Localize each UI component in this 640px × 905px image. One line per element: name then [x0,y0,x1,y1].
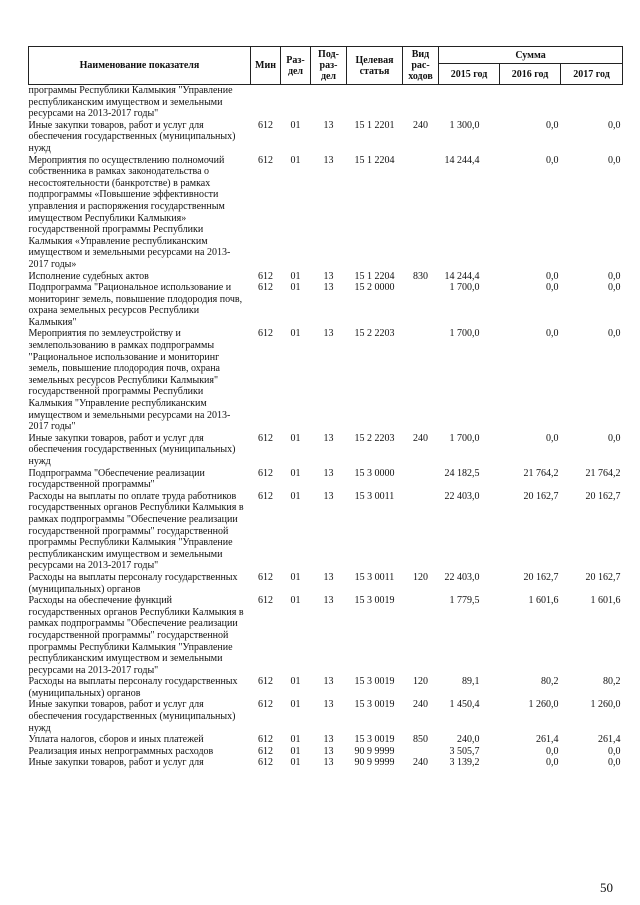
row-2015: 1 700,0 [449,432,480,444]
table-row [29,746,623,758]
row-vid [403,155,439,271]
row-2015: 24 182,5 [444,467,480,479]
row-2017: 0,0 [608,328,621,340]
row-vid [403,85,439,120]
row-vid: 240 [413,699,428,711]
table-row [29,468,623,491]
row-name: Подпрограмма "Рациональное использование и мониторинг земель, повышение плодородия почв, охрана земельных ресурсов Республики Калмыкия" [28,282,243,328]
table-row [29,676,623,699]
row-2016: 0,0 [546,745,559,757]
table-row [29,595,623,676]
row-vid [403,746,439,758]
row-target: 90 9 9999 [354,757,395,769]
row-podrazdel: 13 [323,734,334,746]
row-podrazdel: 13 [323,595,334,607]
row-2016: 0,0 [546,757,559,769]
row-vid [403,468,439,491]
row-2015 [439,85,500,120]
row-2017: 20 162,7 [585,490,621,502]
row-2016: 80,2 [541,676,559,688]
row-2017: 0,0 [608,270,621,282]
row-razdel: 01 [290,745,301,757]
row-razdel: 01 [290,490,301,502]
row-podrazdel: 13 [323,699,334,711]
col-2016-header: 2016 год [500,64,561,85]
row-2017: 0,0 [608,119,621,131]
col-target-header: Целевая статья [347,47,403,85]
row-2015: 89,1 [462,676,480,688]
row-2016: 1 260,0 [528,699,559,711]
row-target: 15 3 0000 [354,467,395,479]
table-row [29,757,623,769]
row-2015: 1 779,5 [449,595,480,607]
row-2017: 0,0 [608,154,621,166]
table-row [29,433,623,468]
row-name: Расходы на выплаты по оплате труда работников государственных органов Республики Калмыкия в рамках подпрограммы "Обеспечение реализации государственной программы" государственной программы Республики Калмыкия "Управление республиканским имуществом и земельными ресурсами на 2013-2017 годы" [28,490,244,572]
row-target [347,85,403,120]
row-2017: 80,2 [603,676,621,688]
row-2016: 261,4 [536,734,559,746]
row-min: 612 [258,745,273,757]
row-vid [403,282,439,328]
row-2015: 1 300,0 [449,119,480,131]
row-vid: 240 [413,119,428,131]
row-razdel: 01 [290,154,301,166]
row-podrazdel: 13 [323,432,334,444]
col-min-header: Мин [251,47,281,85]
table-row [29,699,623,734]
row-razdel: 01 [290,328,301,340]
row-target: 15 1 2204 [354,154,395,166]
row-name: Подпрограмма "Обеспечение реализации государственной программы" [28,467,205,491]
row-name: Мероприятия по осуществлению полномочий собственника в рамках законодательства о несостоятельности (банкротстве) в рамках подпрограммы «Повышение эффективности управления и распоряжения государственным имуществом Республики Калмыкия» государственной программы Республики Калмыкия «Управление республиканским имуществом и земельными ресурсами на 2013-2017 годы» [28,154,231,270]
row-vid [403,595,439,676]
row-2016: 0,0 [546,270,559,282]
table-row [29,328,623,432]
row-2017: 0,0 [608,282,621,294]
table-header [29,47,623,85]
row-min: 612 [258,595,273,607]
row-podrazdel: 13 [323,282,334,294]
row-2016: 0,0 [546,432,559,444]
row-2017: 1 260,0 [590,699,621,711]
row-razdel: 01 [290,119,301,131]
col-vid-header: Вид рас- ходов [403,47,439,85]
row-2015: 240,0 [457,734,480,746]
row-2016: 1 601,6 [528,595,559,607]
row-2016: 20 162,7 [523,490,559,502]
row-razdel: 01 [290,467,301,479]
row-podrazdel: 13 [323,490,334,502]
row-name: Иные закупки товаров, работ и услуг для обеспечения государственных (муниципальных) нужд [28,432,236,467]
row-2017: 20 162,7 [585,571,621,583]
row-vid: 850 [413,734,428,746]
row-2015: 22 403,0 [444,490,480,502]
row-vid: 120 [413,676,428,688]
row-2016 [500,85,561,120]
row-target: 15 1 2201 [354,119,395,131]
row-podrazdel: 13 [323,154,334,166]
row-min: 612 [258,270,273,282]
row-razdel: 01 [290,432,301,444]
row-2016: 21 764,2 [523,467,559,479]
row-razdel: 01 [290,676,301,688]
row-min: 612 [258,432,273,444]
row-target: 15 3 0019 [354,595,395,607]
row-2017: 0,0 [608,432,621,444]
row-name: программы Республики Калмыкия "Управление республиканским имуществом и земельными ресурсами на 2013-2017 годы" [28,85,233,120]
row-2017: 21 764,2 [585,467,621,479]
row-2015: 22 403,0 [444,571,480,583]
table-row [29,85,623,120]
row-min: 612 [258,699,273,711]
row-2016: 0,0 [546,154,559,166]
row-min: 612 [258,490,273,502]
budget-page [28,46,622,769]
col-podrazdel-header: Под- раз- дел [311,47,347,85]
row-podrazdel: 13 [323,676,334,688]
table-body [29,85,623,770]
row-name: Иные закупки товаров, работ и услуг для [28,757,204,769]
row-name: Иные закупки товаров, работ и услуг для обеспечения государственных (муниципальных) нужд [28,699,236,734]
row-vid: 240 [413,432,428,444]
table-row [29,734,623,746]
row-target: 15 3 0019 [354,676,395,688]
row-min: 612 [258,467,273,479]
row-razdel: 01 [290,571,301,583]
row-vid: 120 [413,571,428,583]
row-target: 15 3 0011 [354,571,395,583]
row-min: 612 [258,757,273,769]
row-min: 612 [258,734,273,746]
row-target: 15 3 0011 [354,490,395,502]
row-podrazdel: 13 [323,571,334,583]
row-razdel [281,85,311,120]
row-2015: 1 700,0 [449,328,480,340]
row-name: Мероприятия по землеустройству и землепользованию в рамках подпрограммы "Рациональное использование и мониторинг земель, повышение плодородия почв, охрана земельных ресурсов Республики Калмыкия" государственной программы Республики Калмыкия "Управление республиканским имуществом и земельными ресурсами на 2013-2017 годы" [28,328,231,433]
row-razdel: 01 [290,282,301,294]
col-2015-header: 2015 год [439,64,500,85]
row-2017: 0,0 [608,757,621,769]
row-target: 15 3 0019 [354,699,395,711]
row-name: Уплата налогов, сборов и иных платежей [28,734,204,746]
table-row [29,155,623,271]
row-min: 612 [258,154,273,166]
row-min: 612 [258,282,273,294]
row-razdel: 01 [290,270,301,282]
table-row [29,120,623,155]
row-2016: 20 162,7 [523,571,559,583]
col-sum-header: Сумма [439,47,623,64]
table-row [29,282,623,328]
row-2016: 0,0 [546,282,559,294]
row-name: Расходы на обеспечение функций государственных органов Республики Калмыкия в рамках подпрограммы "Обеспечение реализации государственной программы" государственной программы Республики Калмыкия "Управление республиканским имуществом и земельными ресурсами на 2013-2017 годы" [28,595,244,676]
row-min [251,85,281,120]
row-vid [403,491,439,572]
row-name: Расходы на выплаты персоналу государственных (муниципальных) органов [28,676,238,699]
row-min: 612 [258,571,273,583]
row-name: Расходы на выплаты персоналу государственных (муниципальных) органов [28,571,238,595]
row-podrazdel: 13 [323,467,334,479]
row-2017: 261,4 [598,734,621,746]
row-2017 [561,85,623,120]
row-2015: 3 139,2 [449,757,480,769]
page-number: 50 [600,880,613,895]
row-target: 15 3 0019 [354,734,395,746]
row-2015: 3 505,7 [449,745,480,757]
col-razdel-header: Раз- дел [281,47,311,85]
row-2015: 1 450,4 [449,699,480,711]
row-2015: 14 244,4 [444,154,480,166]
table-row [29,491,623,572]
row-2016: 0,0 [546,328,559,340]
table-row [29,572,623,595]
row-razdel: 01 [290,757,301,769]
row-name: Исполнение судебных актов [28,270,149,282]
row-2017: 1 601,6 [590,595,621,607]
row-target: 15 1 2204 [354,270,395,282]
table-row [29,271,623,283]
row-vid [403,328,439,432]
row-target: 15 2 0000 [354,282,395,294]
row-target: 90 9 9999 [354,745,395,757]
row-2016: 0,0 [546,119,559,131]
col-2017-header: 2017 год [561,64,623,85]
row-podrazdel: 13 [323,119,334,131]
row-name: Иные закупки товаров, работ и услуг для обеспечения государственных (муниципальных) нужд [28,119,236,154]
row-podrazdel: 13 [323,270,334,282]
row-vid: 830 [413,270,428,282]
row-min: 612 [258,676,273,688]
row-target: 15 2 2203 [354,328,395,340]
row-min: 612 [258,328,273,340]
row-razdel: 01 [290,699,301,711]
row-podrazdel: 13 [323,328,334,340]
budget-table [28,46,623,769]
col-name-header: Наименование показателя [29,47,251,85]
row-razdel: 01 [290,595,301,607]
row-target: 15 2 2203 [354,432,395,444]
row-min: 612 [258,119,273,131]
row-podrazdel: 13 [323,745,334,757]
row-2015: 1 700,0 [449,282,480,294]
row-2015: 14 244,4 [444,270,480,282]
row-podrazdel: 13 [323,757,334,769]
row-razdel: 01 [290,734,301,746]
row-name: Реализация иных непрограммных расходов [28,745,214,757]
row-2017: 0,0 [608,745,621,757]
row-podrazdel [311,85,347,120]
row-vid: 240 [413,757,428,769]
